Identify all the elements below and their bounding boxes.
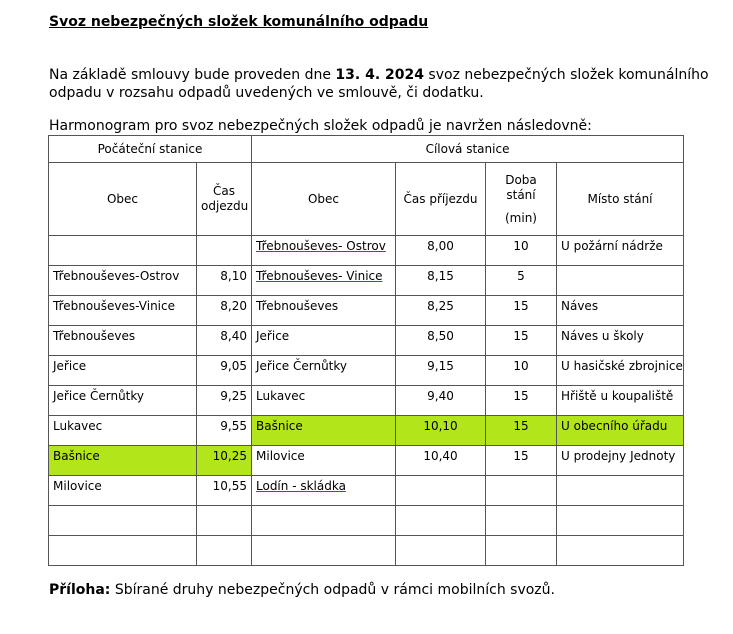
cell-place: U hasičské zbrojnice	[557, 356, 684, 386]
cell-to: Bašnice	[252, 416, 396, 446]
cell-to	[252, 356, 396, 386]
table-row	[49, 386, 684, 416]
footer-note	[49, 582, 555, 598]
table-row	[49, 266, 684, 296]
cell-place: Náves	[557, 296, 684, 326]
cell-from: Třebnouševes-Ostrov	[49, 266, 197, 296]
header-arrival: Čas příjezdu	[396, 163, 486, 236]
cell-place: Hřiště u koupaliště	[557, 386, 684, 416]
cell-stay: 10	[486, 236, 557, 266]
header-stay-line1: Doba stání	[505, 172, 537, 202]
cell-stay: 15	[486, 326, 557, 356]
cell-arr: 9,40	[396, 386, 486, 416]
table-row	[49, 476, 684, 506]
header-obec: Obec	[49, 163, 197, 236]
footer-label: Příloha:	[49, 582, 111, 598]
cell-dep: 8,20	[197, 296, 252, 326]
cell-arr	[396, 536, 486, 566]
cell-stay: 15	[486, 386, 557, 416]
cell-from: Třebnouševes-Vinice	[49, 296, 197, 326]
cell-place	[557, 266, 684, 296]
cell-to-text: Jeřice Černůtky	[256, 359, 348, 373]
cell-place: Náves u školy	[557, 326, 684, 356]
cell-to-text: Třebnouševes- Ostrov	[256, 239, 386, 253]
cell-from: Třebnouševes	[49, 326, 197, 356]
cell-place: U prodejny Jednoty	[557, 446, 684, 476]
page-title: Svoz nebezpečných složek komunálního odpadu	[49, 14, 429, 30]
cell-from	[49, 536, 197, 566]
intro-before: Na základě smlouvy bude proveden dne	[49, 67, 336, 83]
cell-to	[252, 476, 396, 506]
cell-place: U požární nádrže	[557, 236, 684, 266]
cell-arr: 9,15	[396, 356, 486, 386]
cell-arr: 8,50	[396, 326, 486, 356]
cell-arr: 8,15	[396, 266, 486, 296]
table-row	[49, 536, 684, 566]
group-start-header: Počáteční stanice	[49, 136, 252, 163]
table-row	[49, 326, 684, 356]
header-stay	[486, 163, 557, 236]
cell-stay: 10	[486, 356, 557, 386]
header-place: Místo stání	[557, 163, 684, 236]
cell-dep: 8,10	[197, 266, 252, 296]
header-departure: Čas odjezdu	[197, 163, 252, 236]
cell-arr: 8,25	[396, 296, 486, 326]
cell-from: Jeřice	[49, 356, 197, 386]
cell-place	[557, 506, 684, 536]
cell-from	[49, 236, 197, 266]
cell-place	[557, 476, 684, 506]
cell-dep	[197, 536, 252, 566]
group-dest-header: Cílová stanice	[252, 136, 684, 163]
cell-stay: 15	[486, 446, 557, 476]
cell-dep: 8,40	[197, 326, 252, 356]
cell-arr: 10,40	[396, 446, 486, 476]
cell-to-text: Třebnouševes- Vinice	[256, 269, 383, 283]
table-row	[49, 236, 684, 266]
cell-arr	[396, 506, 486, 536]
cell-to	[252, 266, 396, 296]
cell-arr	[396, 476, 486, 506]
intro-after: svoz nebezpečných složek komunálního odpadu v rozsahu odpadů uvedených ve smlouvě, či dodatku.	[49, 67, 709, 101]
cell-stay	[486, 536, 557, 566]
cell-dep	[197, 506, 252, 536]
footer-text: Sbírané druhy nebezpečných odpadů v rámci mobilních svozů.	[110, 582, 555, 598]
cell-dep	[197, 236, 252, 266]
table-row	[49, 356, 684, 386]
cell-to: Jeřice	[252, 326, 396, 356]
cell-from	[49, 506, 197, 536]
cell-arr: 8,00	[396, 236, 486, 266]
cell-from: Jeřice Černůtky	[49, 386, 197, 416]
cell-to	[252, 506, 396, 536]
cell-to-text: Lodín - skládka	[256, 479, 346, 493]
intro-date: 13. 4. 2024	[335, 67, 424, 83]
cell-to	[252, 236, 396, 266]
schedule-intro: Harmonogram pro svoz nebezpečných složek odpadů je navržen následovně:	[49, 118, 592, 134]
cell-dep: 9,25	[197, 386, 252, 416]
cell-stay: 15	[486, 416, 557, 446]
table-row	[49, 296, 684, 326]
cell-to	[252, 536, 396, 566]
cell-place	[557, 536, 684, 566]
cell-arr: 10,10	[396, 416, 486, 446]
cell-stay	[486, 476, 557, 506]
cell-dep: 9,55	[197, 416, 252, 446]
schedule-table	[48, 135, 684, 566]
cell-to: Třebnouševes	[252, 296, 396, 326]
cell-stay: 15	[486, 296, 557, 326]
cell-dep: 10,55	[197, 476, 252, 506]
table-row	[49, 506, 684, 536]
cell-place: U obecního úřadu	[557, 416, 684, 446]
cell-dep: 10,25	[197, 446, 252, 476]
cell-from: Lukavec	[49, 416, 197, 446]
cell-dep: 9,05	[197, 356, 252, 386]
table-row	[49, 446, 684, 476]
cell-stay: 5	[486, 266, 557, 296]
cell-from: Milovice	[49, 476, 197, 506]
header-obec-dest: Obec	[252, 163, 396, 236]
table-row	[49, 416, 684, 446]
header-stay-line2: (min)	[505, 210, 537, 225]
cell-to: Lukavec	[252, 386, 396, 416]
cell-to: Milovice	[252, 446, 396, 476]
intro-paragraph	[49, 66, 709, 102]
cell-stay	[486, 506, 557, 536]
cell-from: Bašnice	[49, 446, 197, 476]
